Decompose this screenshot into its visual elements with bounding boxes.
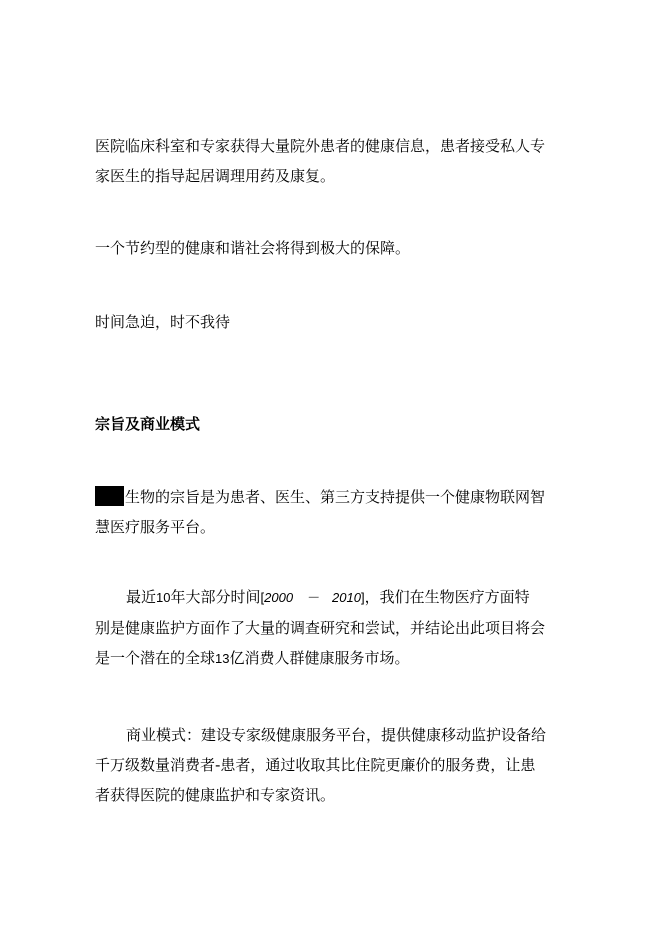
paragraph-text: ，我们在生物医疗方面特: [364, 588, 530, 606]
paragraph-text: 亿消费人群健康服务市场。: [229, 649, 410, 667]
paragraph-line: [95, 582, 575, 613]
year-range-text: 2000 － 2010: [264, 590, 361, 605]
paragraph-patient-info: [95, 131, 575, 191]
paragraph-line: 别是健康监护方面作了大量的调查研究和尝试，并结论出此项目将会: [95, 619, 546, 637]
paragraph-line: 商业模式：建设专家级健康服务平台，提供健康移动监护设备给: [126, 726, 547, 744]
paragraph-purpose: [95, 482, 575, 542]
paragraph-harmonious-society: [95, 233, 575, 263]
bracket-text: [: [260, 590, 265, 605]
paragraph-line: 时间急迫，时不我待: [95, 313, 231, 331]
redaction-block: [95, 486, 124, 506]
bracket-text: ]: [360, 590, 365, 605]
paragraph-text: 年大部分时间: [170, 588, 261, 606]
paragraph-text: 是一个潜在的全球: [95, 649, 216, 667]
paragraph-line: 一个节约型的健康和谐社会将得到极大的保障。: [95, 239, 411, 257]
paragraph-time-urgent: [95, 307, 575, 337]
paragraph-business-model: [95, 720, 575, 810]
paragraph-line: 慧医疗服务平台。: [95, 518, 216, 536]
paragraph-text: 最近: [126, 588, 157, 606]
paragraph-line: [95, 643, 575, 674]
paragraph-line: 者获得医院的健康监护和专家资讯。: [95, 786, 336, 804]
paragraph-line: 家医生的指导起居调理用药及康复。: [95, 167, 336, 185]
paragraph-line: 千万级数量消费者-患者，通过收取其比住院更廉价的服务费，让患: [95, 756, 536, 774]
number-text: 13: [215, 651, 230, 666]
paragraph-line: [95, 482, 575, 512]
paragraph-line: 医院临床科室和专家获得大量院外患者的健康信息，患者接受私人专: [95, 137, 546, 155]
paragraph-text: 生物的宗旨是为患者、医生、第三方支持提供一个健康物联网智: [125, 488, 546, 506]
section-heading: 宗旨及商业模式: [95, 415, 201, 433]
paragraph-research: [95, 582, 575, 674]
number-text: 10: [156, 590, 171, 605]
